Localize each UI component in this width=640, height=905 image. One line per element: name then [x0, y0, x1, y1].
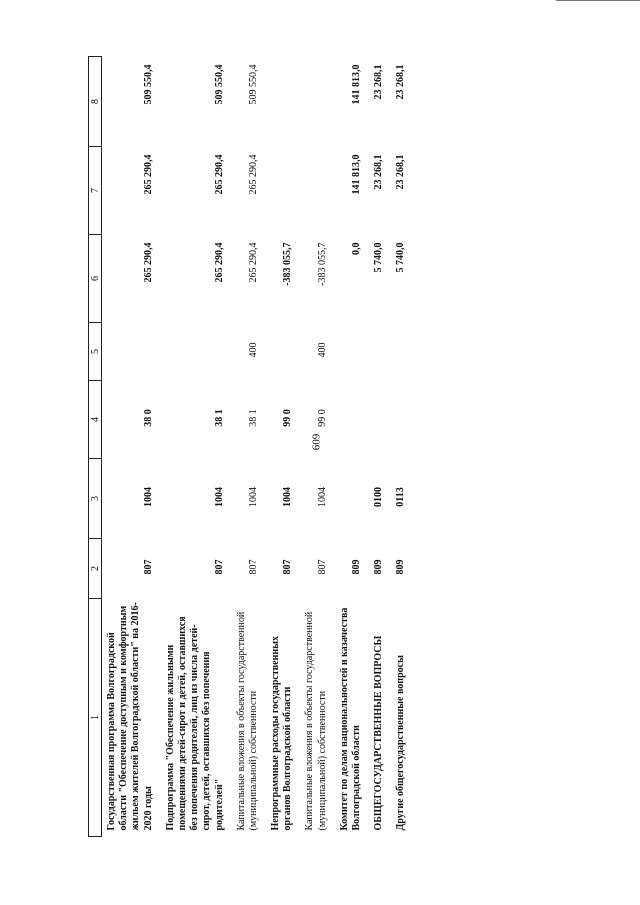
row-target-code: 38 1	[213, 409, 225, 427]
row-expense-type	[102, 323, 161, 381]
row-expense-type	[391, 323, 413, 381]
page-number: 609	[310, 433, 323, 451]
row-amount-col8: 509 550,4	[142, 64, 154, 105]
column-header-2: 2	[89, 539, 102, 599]
row-expense-type: 400	[247, 342, 259, 358]
row-amount-col6: 5 740,0	[373, 242, 385, 273]
row-amount-col6: 5 740,0	[395, 242, 407, 273]
row-amount-col6: 265 290,4	[213, 242, 225, 283]
row-name-cell: Непрограммные расходы государственных органов Волгоградской области	[270, 636, 294, 831]
row-section-code: 1004	[316, 487, 328, 507]
row-amount-col8: 23 268,1	[373, 64, 385, 100]
row-target-code	[369, 381, 391, 459]
table-row	[369, 57, 391, 837]
row-ministry-code: 807	[316, 559, 328, 575]
row-expense-type	[161, 323, 232, 381]
row-amount-col7	[266, 147, 300, 235]
row-ministry-code: 809	[351, 559, 362, 575]
row-target-code	[335, 381, 369, 459]
row-amount-col7: 265 290,4	[142, 154, 154, 195]
column-header-5: 5	[89, 323, 102, 381]
row-name-cell: Другие общегосударственные вопросы	[395, 655, 407, 831]
row-amount-col8: 141 813,0	[351, 64, 362, 105]
row-amount-col7: 23 268,1	[373, 154, 385, 190]
row-name-cell: ОБЩЕГОСУДАРСТВЕННЫЕ ВОПРОСЫ	[373, 635, 385, 831]
row-amount-col7: 23 268,1	[395, 154, 407, 190]
top-rule	[556, 0, 640, 1]
column-header-6: 6	[89, 235, 102, 323]
row-amount-col8: 509 550,4	[247, 64, 259, 105]
row-target-code: 38 0	[142, 409, 154, 427]
row-expense-type: 400	[316, 342, 328, 358]
budget-table	[88, 56, 414, 837]
row-amount-col7	[300, 147, 334, 235]
row-section-code: 1004	[282, 487, 294, 507]
row-amount-col6: -383 055,7	[282, 242, 294, 286]
column-header-1: 1	[89, 599, 102, 837]
row-amount-col6: 0,0	[351, 242, 362, 255]
row-amount-col6: 265 290,4	[247, 242, 259, 283]
row-section-code: 1004	[247, 487, 259, 507]
row-amount-col8	[266, 57, 300, 147]
table-row	[300, 57, 334, 837]
row-amount-col8: 23 268,1	[395, 64, 407, 100]
header-row	[89, 57, 102, 837]
row-name-cell: Подпрограмма "Обеспечение жильными помещениями детей-сирот и детей, оставшихся без попечения родителей, лиц из числа детей-сирот, детей, оставшихся без попечения родителей"	[164, 616, 225, 831]
row-ministry-code: 809	[395, 559, 407, 575]
table-row	[161, 57, 232, 837]
row-amount-col6: -383 055,7	[316, 242, 328, 286]
row-section-code: 0113	[395, 487, 407, 507]
row-expense-type	[369, 323, 391, 381]
row-name-cell: Комитет по делам национальностей и казачества Волгоградской области	[338, 607, 362, 831]
table-body	[102, 57, 414, 837]
row-amount-col8	[300, 57, 334, 147]
row-ministry-code: 807	[142, 559, 154, 575]
row-amount-col7: 265 290,4	[247, 154, 259, 195]
row-ministry-code: 807	[282, 559, 294, 575]
row-name-cell: Капитальные вложения в объекты государственной (муниципальной) собственности	[304, 611, 328, 831]
row-section-code: 1004	[213, 487, 225, 507]
row-section-code	[335, 459, 369, 539]
budget-table-rotated	[88, 57, 612, 837]
row-amount-col7: 265 290,4	[213, 154, 225, 195]
row-amount-col7: 141 813,0	[351, 154, 362, 195]
row-name-cell: Государственная программа Волгоградской области "Обеспечение доступным и комфортным жильем жителей Волгоградской области" на 2016-2020 годы	[106, 602, 154, 831]
row-expense-type	[266, 323, 300, 381]
table-row	[232, 57, 266, 837]
column-header-7: 7	[89, 147, 102, 235]
row-amount-col8: 509 550,4	[213, 64, 225, 105]
row-target-code	[391, 381, 413, 459]
row-section-code: 0100	[373, 487, 385, 507]
row-target-code: 99 0	[316, 409, 328, 427]
row-target-code: 99 0	[282, 409, 294, 427]
row-name-cell: Капитальные вложения в объекты государственной (муниципальной) собственности	[235, 611, 259, 831]
row-expense-type	[335, 323, 369, 381]
column-header-8: 8	[89, 57, 102, 147]
table-row	[102, 57, 161, 837]
row-ministry-code: 807	[213, 559, 225, 575]
column-header-3: 3	[89, 459, 102, 539]
row-target-code: 38 1	[247, 409, 259, 427]
table-row	[266, 57, 300, 837]
table-row	[335, 57, 369, 837]
row-ministry-code: 809	[373, 559, 385, 575]
row-amount-col6: 265 290,4	[142, 242, 154, 283]
row-ministry-code: 807	[247, 559, 259, 575]
column-header-4: 4	[89, 381, 102, 459]
table-row	[391, 57, 413, 837]
row-section-code: 1004	[142, 487, 154, 507]
